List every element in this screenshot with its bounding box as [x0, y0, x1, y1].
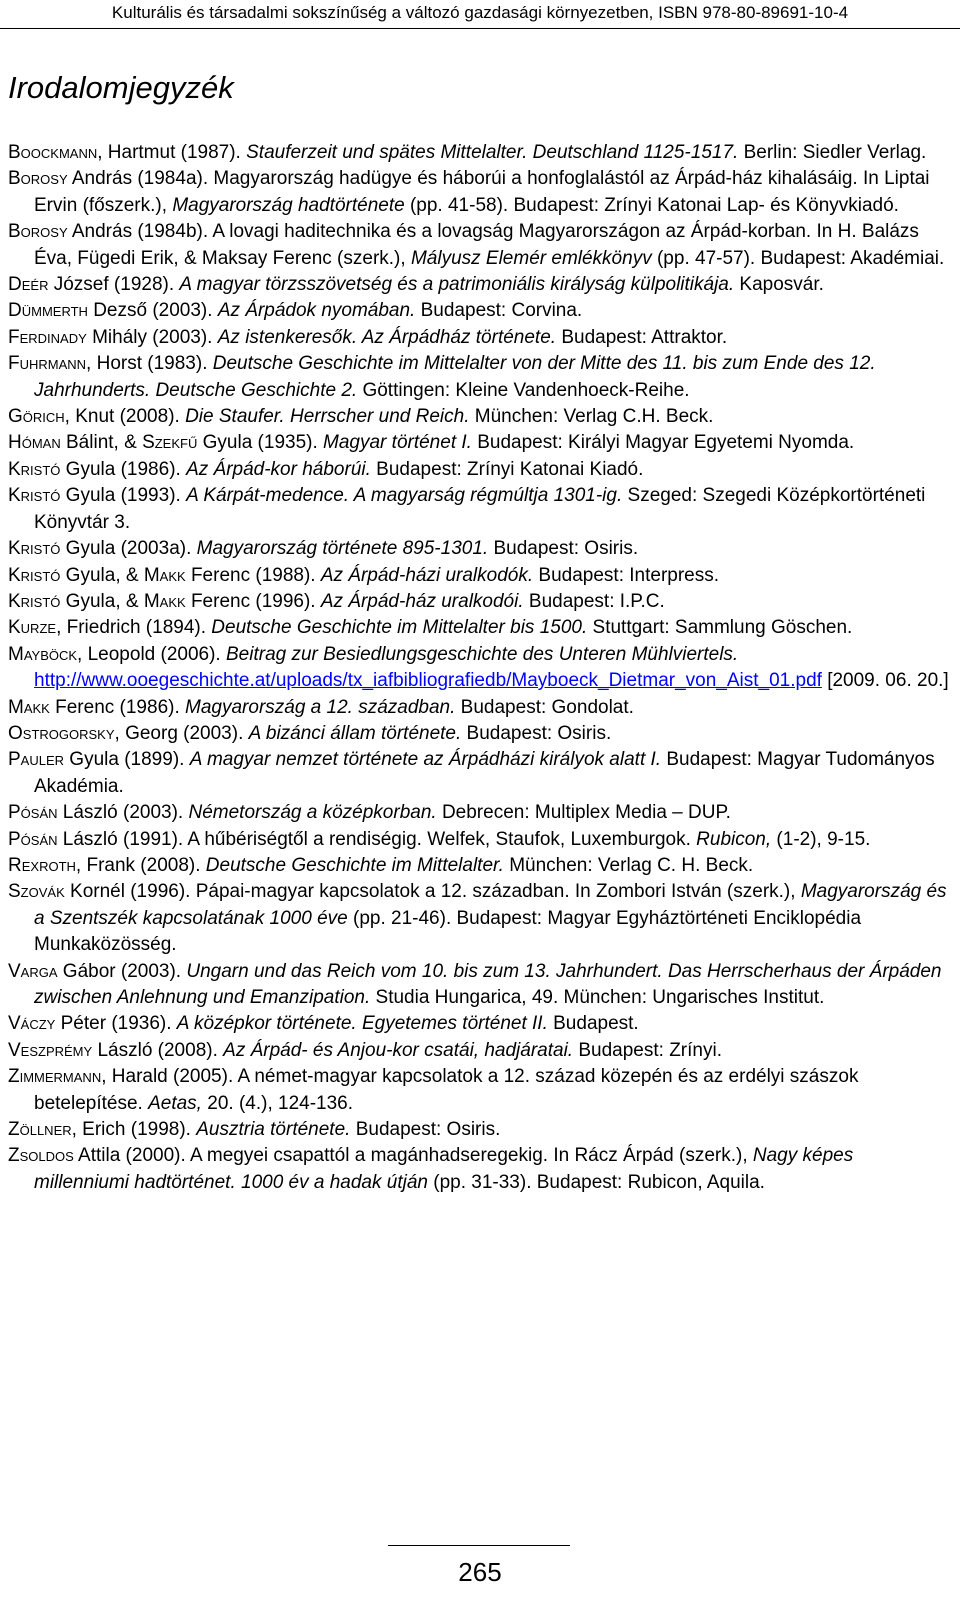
entry-title: Magyarország története 895-1301. [196, 538, 489, 560]
bibliography-entry [8, 589, 952, 615]
bibliography-entry [8, 853, 952, 879]
bibliography-entry [8, 351, 952, 404]
bibliography-entry [8, 457, 952, 483]
entry-author: Kristó [8, 538, 61, 560]
bibliography-entry [8, 800, 952, 826]
entry-text: Mihály (2003). [86, 326, 218, 348]
entry-author: Kristó [8, 458, 61, 480]
bibliography-entry [8, 1038, 952, 1064]
entry-author: Ostrogorsky [8, 722, 115, 744]
entry-title: Az istenkeresők. Az Árpádház története. [217, 326, 557, 348]
entry-title: Mályusz Elemér emlékkönyv [410, 247, 652, 269]
bibliography-entry [8, 1143, 952, 1196]
entry-author: Pósán [8, 802, 58, 824]
entry-text: , Leopold (2006). [77, 643, 226, 665]
footer-rule [388, 1545, 570, 1546]
running-header: Kulturális és társadalmi sokszínűség a változó gazdasági környezetben, ISBN 978-80-89691-10-4 [111, 3, 849, 22]
entry-text: Stuttgart: Sammlung Göschen. [587, 617, 853, 639]
page-title: Irodalomjegyzék [8, 70, 234, 105]
entry-text: , Hartmut (1987). [97, 142, 247, 163]
bibliography-entry [8, 536, 952, 562]
entry-title: Deutsche Geschichte im Mittelalter. [205, 854, 504, 876]
bibliography-entry [8, 404, 952, 430]
entry-author: Boockmann [8, 142, 98, 163]
entry-title: Deutsche Geschichte im Mittelalter von der Mitte des 11. bis zum Ende des 12. Jahrhunderts. Deutsche Geschichte 2. [34, 353, 876, 401]
entry-title: A bizánci állam története. [248, 722, 462, 744]
entry-author: Görich [8, 406, 65, 428]
entry-text: (pp. 21-46). Budapest: Magyar Egyháztörténeti Enciklopédia Munkaközösség. [34, 907, 862, 956]
bibliography-entry [8, 563, 952, 589]
entry-author: Pauler [8, 749, 65, 771]
entry-title: A középkor története. Egyetemes történet II. [176, 1013, 548, 1035]
entry-text: Budapest: Osiris. [350, 1119, 501, 1141]
entry-text: , Georg (2003). [114, 722, 249, 744]
entry-title: Ungarn und das Reich vom 10. bis zum 13. Jahrhundert. Das Herrscherhaus der Árpáden zwischen Anlehnung und Emanzipation. [34, 960, 942, 1008]
entry-title: Nagy képes millenniumi hadtörténet. 1000 év a hadak útján [34, 1145, 854, 1193]
entry-author: Zsoldos [8, 1145, 74, 1167]
entry-title: Deutsche Geschichte im Mittelalter bis 1500. [211, 617, 588, 639]
entry-title: Stauferzeit und spätes Mittelalter. Deutschland 1125-1517. [246, 142, 739, 163]
page-number: 265 [458, 1557, 502, 1587]
entry-title: Az Árpád-kor háborúi. [186, 458, 371, 480]
entry-text: Budapest: Magyar Tudományos Akadémia. [34, 749, 935, 797]
bibliography-entry [8, 959, 952, 1012]
entry-text: Gyula (1993). [60, 485, 187, 507]
entry-text: , Erich (1998). [71, 1119, 197, 1141]
bibliography-entry [8, 483, 952, 536]
entry-title: A magyar nemzet története az Árpádházi királyok alatt I. [189, 749, 662, 771]
entry-text: László (2008). [92, 1039, 224, 1061]
entry-text: Budapest: Osiris. [461, 722, 612, 744]
entry-title: Az Árpád-ház uralkodói. [320, 590, 524, 612]
entry-title: A Kárpát-medence. A magyarság régmúltja 1301-ig. [186, 485, 623, 507]
entry-text: Attila (2000). A megyei csapattól a magánhadseregekig. In Rácz Árpád (szerk.), [73, 1145, 753, 1167]
entry-text: München: Verlag C.H. Beck. [469, 406, 714, 428]
entry-text: Budapest: Interpress. [533, 564, 720, 586]
entry-author: Zöllner [8, 1119, 72, 1141]
entry-author: Kristó [8, 485, 61, 507]
entry-text: Ferenc (1996). [185, 590, 321, 612]
entry-text: Gyula (1935). [197, 432, 324, 454]
bibliography-entry [8, 747, 952, 800]
entry-text: Gyula, & [60, 590, 144, 612]
bibliography-entry [8, 615, 952, 641]
entry-text: , Horst (1983). [86, 353, 213, 375]
bibliography-entry [8, 325, 952, 351]
entry-text: András (1984b). A lovagi haditechnika és a lovagság Magyarországon az Árpád-korban. In H. Balázs Éva, Fügedi Erik, & Maksay Ferenc (szerk.), [34, 221, 919, 269]
entry-title: Magyarország és a Szentszék kapcsolatának 1000 éve [34, 881, 947, 929]
entry-text: Budapest: Corvina. [415, 300, 583, 322]
entry-author: Dümmerth [8, 300, 88, 322]
entry-author: Hóman [8, 432, 61, 454]
entry-author: Makk [143, 564, 186, 586]
entry-text: Göttingen: Kleine Vandenhoeck-Reihe. [357, 379, 690, 401]
entry-title: Die Staufer. Herrscher und Reich. [185, 406, 470, 428]
entry-text: Péter (1936). [55, 1013, 177, 1035]
bibliography-entry [8, 219, 952, 272]
entry-title: A magyar törzsszövetség és a patrimoniális királyság külpolitikája. [179, 274, 735, 296]
entry-author: Kristó [8, 564, 61, 586]
entry-author: Fuhrmann [8, 353, 87, 375]
entry-author: Borosy [8, 221, 68, 243]
entry-author: Rexroth [8, 854, 76, 876]
entry-text: , Harald (2005). A német-magyar kapcsolatok a 12. század közepén és az erdélyi szászok betelepítése. [34, 1066, 859, 1114]
entry-author: Deér [8, 274, 49, 296]
entry-text: Budapest. [547, 1013, 639, 1035]
bibliography-entry [8, 1117, 952, 1143]
entry-title: Magyarország hadtörténete [172, 194, 405, 216]
entry-text: József (1928). [48, 274, 180, 296]
entry-text: Budapest: Osiris. [488, 538, 639, 560]
entry-text: Berlin: Siedler Verlag. [738, 142, 927, 163]
entry-text: (pp. 41-58). Budapest: Zrínyi Katonai Lap- és Könyvkiadó. [404, 194, 899, 216]
entry-text: Ferenc (1986). [49, 696, 186, 718]
entry-text: András (1984a). Magyarország hadügye és háborúi a honfoglalástól az Árpád-ház kihalásáig. In Liptai Ervin (főszerk.), [34, 168, 930, 216]
bibliography-entry [8, 166, 952, 219]
entry-text: Kaposvár. [734, 274, 824, 296]
bibliography-entry [8, 272, 952, 298]
entry-text: , Knut (2008). [64, 406, 186, 428]
entry-title: Rubicon, [696, 828, 772, 850]
entry-text: Dezső (2003). [87, 300, 218, 322]
bibliography-entry [8, 140, 952, 166]
entry-text: , Friedrich (1894). [56, 617, 212, 639]
entry-title: Magyarország a 12. században. [185, 696, 456, 718]
entry-text: (1-2), 9-15. [771, 828, 871, 850]
entry-title: Az Árpádok nyomában. [217, 300, 416, 322]
entry-text: Ferenc (1988). [185, 564, 321, 586]
entry-text: München: Verlag C. H. Beck. [503, 854, 754, 876]
entry-text: Kornél (1996). Pápai-magyar kapcsolatok a 12. században. In Zombori István (szerk.), [64, 881, 801, 903]
entry-link[interactable]: http://www.ooegeschichte.at/uploads/tx_iafbibliografiedb/Mayboeck_Dietmar_von_Aist_01.pdf [34, 670, 822, 692]
entry-text: , Frank (2008). [75, 854, 206, 876]
entry-author: Szekfű [142, 432, 198, 454]
entry-author: Varga [8, 960, 58, 982]
entry-text: Budapest: Királyi Magyar Egyetemi Nyomda. [471, 432, 855, 454]
entry-text: Budapest: I.P.C. [523, 590, 665, 612]
bibliography-entry [8, 1011, 952, 1037]
entry-text: Bálint, & [60, 432, 143, 454]
entry-title: Magyar történet I. [323, 432, 472, 454]
bibliography-entry [8, 430, 952, 456]
entry-text: 20. (4.), 124-136. [201, 1092, 354, 1114]
entry-title: Az Árpád-házi uralkodók. [320, 564, 534, 586]
entry-text: Gyula (2003a). [60, 538, 197, 560]
bibliography-entry [8, 721, 952, 747]
entry-title: Németország a középkorban. [188, 802, 437, 824]
entry-text: Budapest: Zrínyi Katonai Kiadó. [370, 458, 644, 480]
entry-author: Makk [143, 590, 186, 612]
entry-text: [2009. 06. 20.] [821, 670, 949, 692]
entry-author: Váczy [8, 1013, 56, 1035]
bibliography-entry [8, 642, 952, 695]
bibliography-entry [8, 695, 952, 721]
entry-author: Mayböck [8, 643, 78, 665]
entry-text: Budapest: Gondolat. [455, 696, 634, 718]
bibliography-entry [8, 1064, 952, 1117]
entry-title: Az Árpád- és Anjou-kor csatái, hadjáratai. [223, 1039, 574, 1061]
entry-text: (pp. 31-33). Budapest: Rubicon, Aquila. [427, 1171, 765, 1193]
entry-author: Ferdinady [8, 326, 87, 348]
entry-text: Gyula, & [60, 564, 144, 586]
entry-title: Beitrag zur Besiedlungsgeschichte des Unteren Mühlviertels. [226, 643, 739, 665]
bibliography-entry [8, 879, 952, 958]
bibliography-list [8, 140, 952, 1196]
entry-text: László (2003). [57, 802, 189, 824]
header-rule [0, 28, 960, 29]
entry-text: Budapest: Zrínyi. [573, 1039, 722, 1061]
entry-text: Budapest: Attraktor. [556, 326, 728, 348]
entry-text: László (1991). A hűbériségtől a rendiségig. Welfek, Staufok, Luxemburgok. [57, 828, 697, 850]
entry-text: Gyula (1986). [60, 458, 187, 480]
entry-author: Kurze [8, 617, 57, 639]
entry-author: Makk [8, 696, 50, 718]
entry-author: Szovák [8, 881, 65, 903]
entry-author: Borosy [8, 168, 68, 190]
entry-text: (pp. 47-57). Budapest: Akadémiai. [651, 247, 945, 269]
entry-text: Studia Hungarica, 49. München: Ungarisches Institut. [370, 987, 825, 1008]
entry-text: Gyula (1899). [64, 749, 190, 771]
entry-author: Kristó [8, 590, 61, 612]
bibliography-entry [8, 827, 952, 853]
entry-title: Ausztria története. [196, 1119, 351, 1141]
bibliography-entry [8, 298, 952, 324]
entry-author: Veszprémy [8, 1039, 93, 1061]
entry-author: Pósán [8, 828, 58, 850]
entry-text: Szeged: Szegedi Középkortörténeti Könyvtár 3. [34, 485, 926, 533]
entry-title: Aetas, [148, 1092, 202, 1114]
entry-text: Debrecen: Multiplex Media – DUP. [436, 802, 731, 824]
entry-text: Gábor (2003). [57, 960, 187, 982]
entry-author: Zimmermann [8, 1066, 102, 1088]
